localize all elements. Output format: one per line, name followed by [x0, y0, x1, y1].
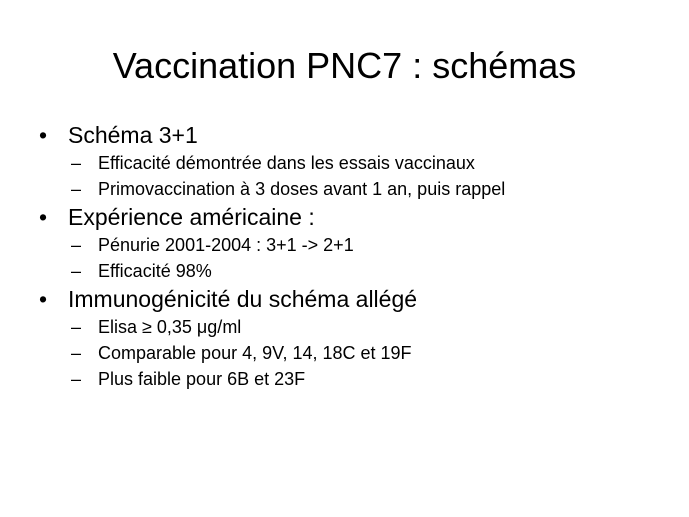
sub-bullet-item — [36, 232, 676, 258]
sub-bullet-label: Efficacité démontrée dans les essais vaccinaux — [98, 153, 475, 173]
dash-icon: – — [71, 261, 82, 281]
bullet-icon: • — [39, 122, 48, 148]
sub-bullet-label: Comparable pour 4, 9V, 14, 18C et 19F — [98, 343, 412, 363]
sub-bullet-label: Pénurie 2001-2004 : 3+1 -> 2+1 — [98, 235, 354, 255]
bullet-icon: • — [39, 204, 48, 230]
dash-icon: – — [71, 153, 82, 173]
slide-content — [36, 120, 676, 392]
dash-icon: – — [71, 343, 82, 363]
bullet-label: Schéma 3+1 — [68, 122, 198, 148]
dash-icon: – — [71, 179, 82, 199]
dash-icon: – — [71, 317, 82, 337]
sub-bullet-item — [36, 340, 676, 366]
bullet-item — [36, 202, 676, 232]
sub-bullet-item — [36, 176, 676, 202]
sub-bullet-item — [36, 314, 676, 340]
sub-bullet-item — [36, 258, 676, 284]
dash-icon: – — [71, 235, 82, 255]
sub-bullet-label: Elisa ≥ 0,35 μg/ml — [98, 317, 242, 337]
sub-bullet-label: Primovaccination à 3 doses avant 1 an, puis rappel — [98, 179, 506, 199]
sub-bullet-label: Plus faible pour 6B et 23F — [98, 369, 306, 389]
bullet-icon: • — [39, 286, 48, 312]
dash-icon: – — [71, 369, 82, 389]
bullet-label: Expérience américaine : — [68, 204, 315, 230]
sub-bullet-label: Efficacité 98% — [98, 261, 212, 281]
bullet-item — [36, 284, 676, 314]
bullet-label: Immunogénicité du schéma allégé — [68, 286, 418, 312]
sub-bullet-item — [36, 366, 676, 392]
bullet-item — [36, 120, 676, 150]
slide-title: Vaccination PNC7 : schémas — [112, 45, 577, 86]
sub-bullet-item — [36, 150, 676, 176]
